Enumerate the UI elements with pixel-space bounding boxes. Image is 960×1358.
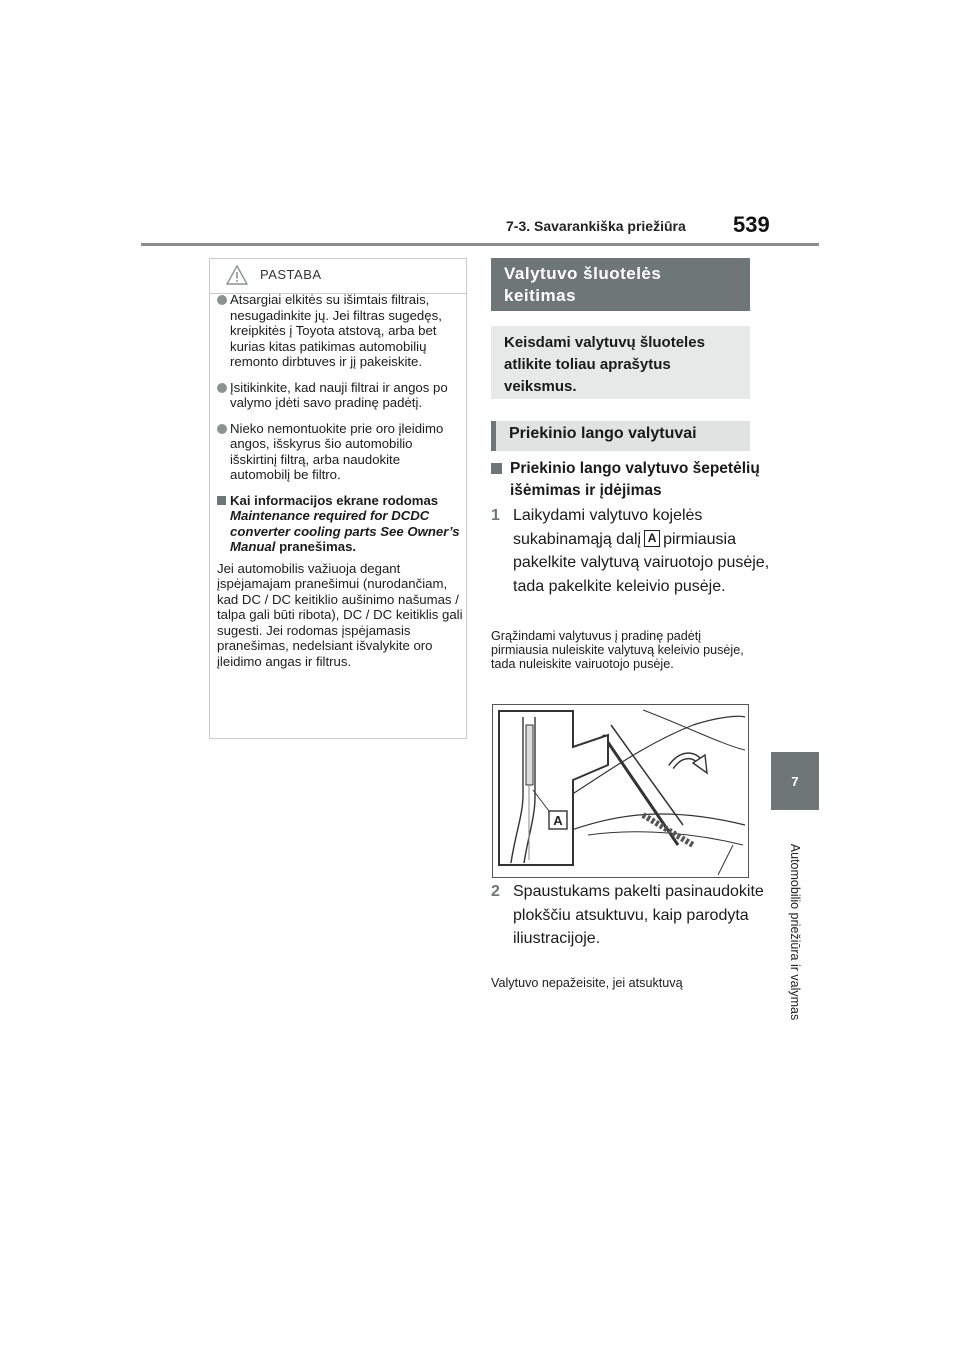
chapter-title-vertical — [772, 820, 818, 1040]
wiper-illustration — [492, 704, 749, 878]
subheading: Priekinio lango valytuvai — [491, 421, 750, 451]
intro-box: Keisdami valytuvų šluoteles atlikite toliau aprašytus veiksmus. — [491, 326, 750, 399]
step-1-note: Grąžindami valytuvus į pradinę padėtį pirmiausia nuleiskite valytuvą keleivio pusėje, tada nuleiskite vairuotojo pusėje. — [491, 629, 744, 672]
info-heading — [217, 493, 463, 555]
procedure-title-text: Priekinio lango valytuvo šepetėlių išėmimas ir įdėjimas — [510, 460, 760, 499]
step-number: 2 — [491, 883, 500, 900]
bullet-dot-icon — [217, 383, 227, 393]
section-header: 7-3. Savarankiška priežiūra — [506, 218, 686, 234]
wiper-arm-drawing — [493, 705, 748, 877]
caution-bullet-text: Įsitikinkite, kad nauji filtrai ir angos po valymo įdėti savo pradinę padėtį. — [230, 379, 448, 410]
callout-label: A — [644, 530, 660, 547]
caution-title: PASTABA — [260, 267, 322, 282]
step-2-note: Valytuvo nepažeisite, jei atsuktuvą — [491, 976, 683, 990]
step-1-text-a: Laikydami valytuvo kojelės sukabinamąją dalį — [513, 507, 703, 548]
info-heading-tail: pranešimas. — [279, 539, 357, 554]
caution-bullet — [217, 421, 463, 483]
procedure-title — [491, 458, 769, 502]
info-text: Jei automobilis važiuoja degant įspėjamajam pranešimui (nurodančiam, kad DC / DC keitiklio aušinimo našumas / talpa gali būti ribota), DC / DC keitiklis gali sugesti. Jei rodomas įspėjamasis pranešimas, nedelsiant išvalykite oro įleidimo angas ir filtrus. — [217, 560, 463, 669]
caution-box — [209, 258, 467, 739]
step-number: 1 — [491, 507, 500, 524]
bullet-dot-icon — [217, 295, 227, 305]
step-1-text-b: pirmiausia pakelkite valytuvą vairuotojo pusėje, tada pakelkite keleivio pusėje. — [513, 530, 770, 595]
info-heading-message: Maintenance required for DCDC converter cooling parts See Owner’s Manual — [230, 508, 460, 554]
caution-header — [210, 259, 466, 294]
figure-callout-label: A — [553, 813, 563, 828]
step-2 — [491, 880, 772, 951]
page-number: 539 — [733, 212, 770, 237]
square-bullet-icon — [217, 496, 226, 505]
bullet-dot-icon — [217, 424, 227, 434]
caution-bullet-text: Nieko nemontuokite prie oro įleidimo angos, išskyrus šio automobilio išskirtinį filtrą, arba naudokite automobilį be filtro. — [230, 420, 444, 482]
header-rule — [141, 243, 819, 246]
chapter-tab[interactable]: 7 — [771, 752, 819, 810]
warning-triangle-icon — [226, 265, 248, 285]
step-1 — [491, 504, 772, 598]
caution-bullet — [217, 380, 463, 411]
square-bullet-icon — [491, 463, 502, 474]
info-heading-bold: Kai informacijos ekrane rodomas — [230, 492, 439, 508]
step-2-text: Spaustukams pakelti pasinaudokite plokščiu atsuktuvu, kaip parodyta iliustracijoje. — [513, 883, 764, 947]
caution-body — [217, 292, 463, 669]
caution-bullet — [217, 292, 463, 370]
caution-bullet-text: Atsargiai elkitės su išimtais filtrais, nesugadinkite jų. Jei filtras sugedęs, kreipkitės į Toyota atstovą, arba bet kurias kitas patikimas automobilių remonto dirbtuves ir jį pakeiskite. — [230, 292, 442, 369]
section-banner: Valytuvo šluotelės keitimas — [491, 258, 750, 311]
chapter-title: Automobilio priežiūra ir valymas — [788, 843, 802, 1021]
